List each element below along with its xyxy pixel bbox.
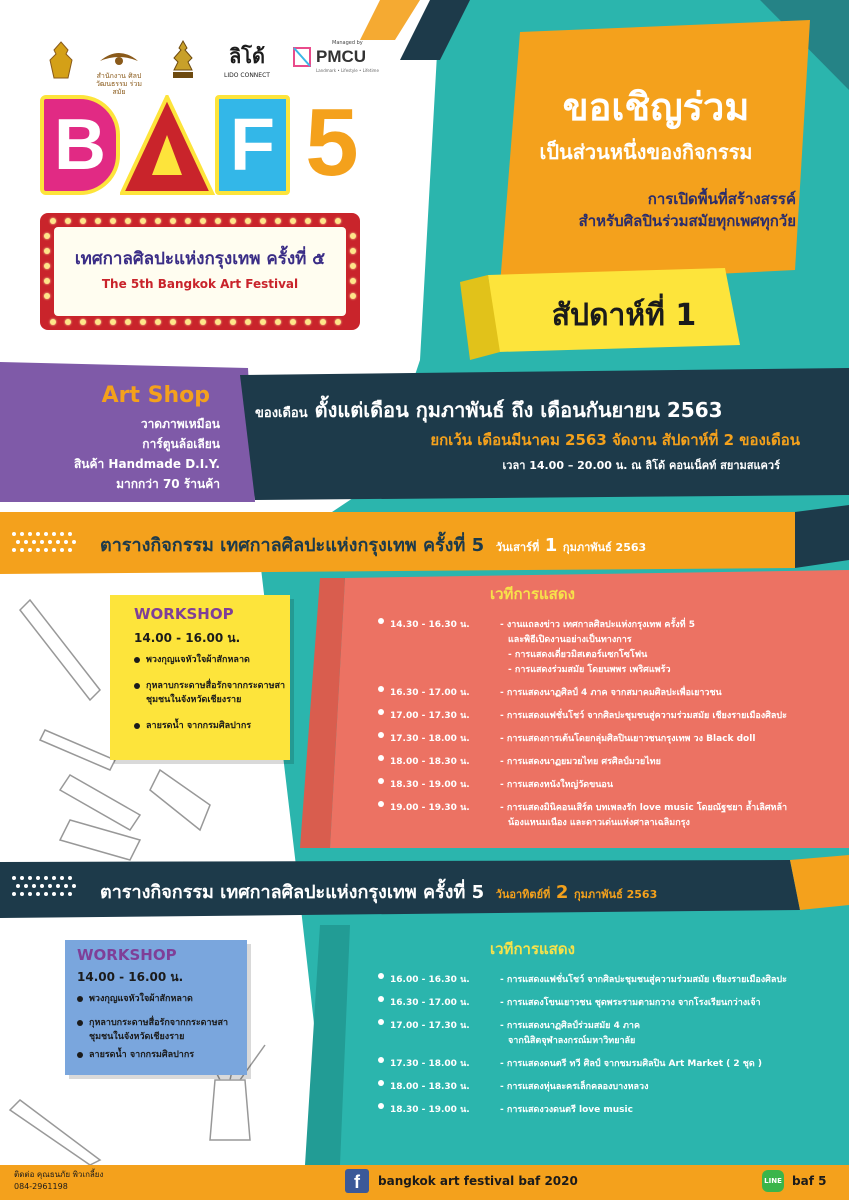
schedule-day-prefix: วันเสาร์ที่ [495, 541, 540, 554]
schedule-heading-text: ตารางกิจกรรม เทศกาลศิลปะแห่งกรุงเทพ ครั้งที่ 5 [100, 882, 485, 903]
footer-bar [0, 1165, 849, 1200]
marquee-bulb [350, 263, 356, 269]
bullet-icon [378, 1103, 384, 1109]
contact-phone: 084-2961198 [14, 1182, 68, 1191]
bullet-icon [378, 973, 384, 979]
marquee-bulb [110, 218, 116, 224]
marquee-bulb [215, 319, 221, 325]
bullet-icon [378, 1080, 384, 1086]
date-exception: ยกเว้น เดือนมีนาคม 2563 จัดงาน สัปดาห์ที่ 2 ของเดือน [430, 431, 800, 449]
pmcu-small: Managed by [332, 40, 363, 46]
marquee-bulb [140, 218, 146, 224]
workshop-item: พวงกุญแจหัวใจผ้าสักหลาด [146, 655, 250, 665]
bullet-icon [378, 709, 384, 715]
schedule-day-suffix: กุมภาพันธ์ 2563 [562, 541, 647, 554]
date-range: ตั้งแต่เดือน กุมภาพันธ์ ถึง เดือนกันยายน 2563 [314, 398, 723, 422]
marquee-bulb [200, 319, 206, 325]
schedule-activity: - การแสดงมินิคอนเสิร์ต บทเพลงรัก love music โดยณัฐชยา ล้ำเลิศหล้า [500, 803, 788, 813]
baf-letter-b [40, 95, 120, 195]
schedule-time: 17.30 - 18.00 น. [390, 734, 470, 744]
logo-pmcu [292, 40, 382, 80]
bullet-icon [378, 1057, 384, 1063]
marquee-bulb [95, 319, 101, 325]
marquee-bulb [44, 233, 50, 239]
schedule-time: 17.00 - 17.30 น. [390, 1021, 470, 1031]
schedule-time: 16.30 - 17.00 น. [390, 688, 470, 698]
workshop-item: พวงกุญแจหัวใจผ้าสักหลาด [89, 994, 193, 1004]
schedule-activity: - การแสดงแฟชั่นโชว์ จากศิลปะชุมชนสู่ความร่วมสมัย เชียงรายเมืองศิลปะ [500, 711, 787, 721]
bullet-icon [134, 723, 140, 729]
schedule-time: 16.30 - 17.00 น. [390, 998, 470, 1008]
schedule-activity: น้องแหนมเนือง และดาวเด่นแห่งศาลาเฉลิมกรุง [508, 818, 690, 828]
festival-title-th: เทศกาลศิลปะแห่งกรุงเทพ ครั้งที่ ๕ [74, 249, 326, 269]
marquee-bulb [65, 218, 71, 224]
art-shop-item: มากกว่า 70 ร้านค้า [116, 477, 220, 491]
stage-heading: เวทีการแสดง [490, 585, 575, 603]
marquee-bulb [185, 218, 191, 224]
schedule-activity: - การแสดงนาฏศิลป์ร่วมสมัย 4 ภาค [500, 1021, 640, 1031]
marquee-bulb [44, 278, 50, 284]
lido-caption: LIDO CONNECT [224, 72, 270, 79]
marquee-bulb [350, 248, 356, 254]
marquee-bulb [230, 218, 236, 224]
marquee-bulb [335, 319, 341, 325]
marquee-bulb [155, 319, 161, 325]
marquee-bulb [320, 218, 326, 224]
dots-pattern [10, 874, 80, 900]
logo-thai-emblem [38, 38, 84, 82]
workshop-time: 14.00 - 16.00 น. [77, 970, 184, 984]
baf-number-5-text: 5 [305, 89, 359, 196]
marquee-bulb [170, 319, 176, 325]
date-prefix: ของเดือน [255, 406, 308, 421]
schedule-time: 14.30 - 16.30 น. [390, 620, 470, 630]
workshop-title: WORKSHOP [77, 946, 177, 964]
schedule-day-number: 2 [555, 882, 569, 903]
schedule-heading-text: ตารางกิจกรรม เทศกาลศิลปะแห่งกรุงเทพ ครั้งที่ 5 [100, 535, 485, 556]
lido-name: ลิโด้ [229, 44, 265, 68]
logo-chula-emblem [160, 38, 206, 82]
baf-letter-a [120, 95, 215, 195]
invite-subtitle: เป็นส่วนหนึ่งของกิจกรรม [539, 140, 753, 164]
bullet-icon [378, 801, 384, 807]
marquee-bulb [290, 218, 296, 224]
workshop-item [146, 679, 285, 707]
marquee-bulb [260, 218, 266, 224]
marquee-bulb [140, 319, 146, 325]
schedule-time: 19.00 - 19.30 น. [390, 803, 470, 813]
marquee-bulb [50, 218, 56, 224]
contact-name: ติดต่อ คุณธนภัย พิวเกลี้ยง [14, 1170, 104, 1179]
workshop-item-line: กุหลาบกระดาษสื่อรักจากกระดาษสา [146, 681, 286, 691]
logo-ocac-caption: สำนักงาน ศิลปวัฒนธรรม ร่วมสมัย [96, 72, 142, 96]
schedule-activity: - งานแถลงข่าว เทศกาลศิลปะแห่งกรุงเทพ ครั้งที่ 5 [500, 620, 695, 630]
workshop-item: ลายรดน้ำ จากกรมศิลปากร [89, 1050, 195, 1060]
pmcu-caption: Landmark • Lifestyle • Lifetime [316, 68, 379, 73]
marquee-bulb [155, 218, 161, 224]
marquee-bulb [65, 319, 71, 325]
marquee-bulb [110, 319, 116, 325]
date-time-place: เวลา 14.00 – 20.00 น. ณ ลิโด้ คอนเน็คท์ สยามสแควร์ [502, 459, 780, 472]
schedule-time: 18.00 - 18.30 น. [390, 1082, 470, 1092]
schedule-activity: - การแสดงดนตรี ทวี ศิลป์ จากชมรมศิลปิน Art Market ( 2 ชุด ) [500, 1059, 762, 1069]
marquee-bulb [320, 319, 326, 325]
schedule-activity: - การแสดงโขนเยาวชน ชุดพระรามตามกวาง จากโรงเรียนกว่างเจ้า [500, 998, 761, 1008]
art-shop-item: การ์ตูนล้อเลียน [142, 437, 220, 451]
schedule-day-suffix: กุมภาพันธ์ 2563 [573, 888, 658, 901]
schedule-activity: - การแสดงนาฏศิลป์ 4 ภาค จากสมาคมศิลปะเพื่อเยาวชน [500, 688, 722, 698]
marquee-bulb [350, 233, 356, 239]
bullet-icon [134, 657, 140, 663]
schedule-time: 17.00 - 17.30 น. [390, 711, 470, 721]
schedule-day-prefix: วันอาทิตย์ที่ [495, 888, 551, 901]
schedule-heading [100, 530, 646, 559]
pmcu-name: PMCU [316, 47, 367, 66]
marquee-bulb [170, 218, 176, 224]
marquee-bulb [305, 319, 311, 325]
schedule-activity: - การแสดงเดี่ยวมิสเตอร์แซกโซโฟน [508, 650, 648, 660]
marquee-bulb [185, 319, 191, 325]
bullet-icon [77, 1052, 83, 1058]
workshop-item: ลายรดน้ำ จากกรมศิลปากร [146, 721, 252, 731]
schedule-activity: - การแสดงการเต้นโดยกลุ่มศิลปินเยาวชนกรุงเทพ วง Black doll [500, 734, 756, 744]
baf-number-5 [292, 88, 372, 198]
schedule-activity: - การแสดงนาฏยมวยไทย ศรศิลป์มวยไทย [500, 757, 661, 767]
facebook-icon[interactable]: f [345, 1169, 369, 1193]
marquee-bulb [125, 218, 131, 224]
workshop-card [110, 595, 290, 760]
week-label: สัปดาห์ที่ 1 [551, 298, 697, 333]
invite-desc-line2: สำหรับศิลปินร่วมสมัยทุกเพศทุกวัย [578, 212, 796, 230]
invite-desc-line1: การเปิดพื้นที่สร้างสรรค์ [647, 190, 796, 208]
marquee-bulb [275, 319, 281, 325]
baf-letter-b-text: B [54, 105, 106, 185]
bullet-icon [134, 683, 140, 689]
schedule-time: 17.30 - 18.00 น. [390, 1059, 470, 1069]
stage-heading: เวทีการแสดง [490, 940, 575, 958]
schedule-activity: - การแสดงหุ่นละครเล็กคลองบางหลวง [500, 1082, 649, 1092]
baf-letter-f-text: F [229, 103, 276, 186]
workshop-card [65, 940, 247, 1075]
bullet-icon [378, 686, 384, 692]
date-banner-main [255, 394, 825, 426]
schedule-activity: และพิธีเปิดงานอย่างเป็นทางการ [508, 635, 632, 645]
marquee-bulb [44, 293, 50, 299]
invite-description [476, 188, 796, 232]
bullet-icon [77, 996, 83, 1002]
workshop-title: WORKSHOP [134, 605, 234, 623]
schedule-time: 16.00 - 16.30 น. [390, 975, 470, 985]
bullet-icon [378, 755, 384, 761]
marquee-inner-panel [54, 227, 346, 316]
schedule-day-number: 1 [544, 535, 558, 556]
marquee-bulb [125, 319, 131, 325]
marquee-bulb [50, 319, 56, 325]
marquee-bulb [80, 319, 86, 325]
festival-title-marquee [40, 213, 360, 330]
marquee-bulb [245, 319, 251, 325]
schedule-activity: - การแสดงร่วมสมัย โดยนพพร เพริศแพร้ว [508, 665, 671, 675]
bullet-icon [378, 1019, 384, 1025]
art-shop-item: วาดภาพเหมือน [140, 417, 220, 431]
marquee-bulb [290, 319, 296, 325]
marquee-bulb [350, 293, 356, 299]
schedule-activity: - การแสดงแฟชั่นโชว์ จากศิลปะชุมชนสู่ความร่วมสมัย เชียงรายเมืองศิลปะ [500, 975, 787, 985]
workshop-time: 14.00 - 16.00 น. [134, 631, 241, 645]
festival-title-en: The 5th Bangkok Art Festival [101, 277, 299, 291]
marquee-bulb [230, 319, 236, 325]
marquee-bulb [44, 263, 50, 269]
marquee-bulb [95, 218, 101, 224]
workshop-item-line: ชุมชนในจังหวัดเชียงราย [146, 695, 242, 705]
bullet-icon [77, 1020, 83, 1026]
schedule-activity: - การแสดงวงดนตรี love music [500, 1105, 633, 1115]
dots-pattern [10, 530, 80, 556]
line-account-name[interactable]: baf 5 [792, 1174, 827, 1188]
schedule-time: 18.00 - 18.30 น. [390, 757, 470, 767]
schedule-activity: จากนิสิตจุฬาลงกรณ์มหาวิทยาลัย [508, 1036, 636, 1046]
bullet-icon [378, 778, 384, 784]
marquee-bulb [350, 278, 356, 284]
bullet-icon [378, 732, 384, 738]
logo-lido [222, 40, 272, 79]
schedule-activity: - การแสดงหนังใหญ่วัดขนอน [500, 780, 613, 790]
marquee-bulb [215, 218, 221, 224]
marquee-bulb [245, 218, 251, 224]
marquee-bulb [260, 319, 266, 325]
facebook-page-name[interactable]: bangkok art festival baf 2020 [378, 1174, 578, 1188]
workshop-item [89, 1016, 228, 1044]
marquee-bulb [200, 218, 206, 224]
bullet-icon [378, 996, 384, 1002]
marquee-bulb [335, 218, 341, 224]
marquee-bulb [275, 218, 281, 224]
art-shop-title: Art Shop [101, 383, 210, 408]
schedule-time: 18.30 - 19.00 น. [390, 1105, 470, 1115]
schedule-time: 18.30 - 19.00 น. [390, 780, 470, 790]
footer-contact [14, 1169, 103, 1193]
art-shop-item: สินค้า Handmade D.I.Y. [73, 457, 220, 471]
line-icon[interactable]: LINE [762, 1170, 784, 1192]
workshop-item-line: กุหลาบกระดาษสื่อรักจากกระดาษสา [89, 1018, 229, 1028]
schedule-heading [100, 877, 657, 906]
workshop-item-line: ชุมชนในจังหวัดเชียงราย [89, 1032, 185, 1042]
bullet-icon [378, 618, 384, 624]
marquee-bulb [80, 218, 86, 224]
invite-title: ขอเชิญร่วม [562, 85, 750, 129]
marquee-bulb [305, 218, 311, 224]
marquee-bulb [44, 248, 50, 254]
baf-letter-f [215, 95, 290, 195]
